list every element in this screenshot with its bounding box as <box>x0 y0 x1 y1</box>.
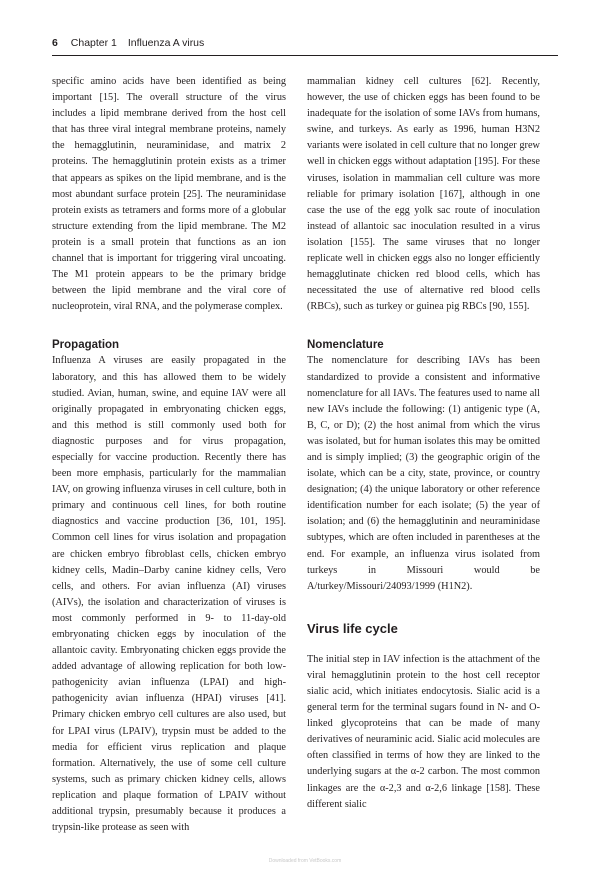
structure-paragraph: specific amino acids have been identified as being important [15]. The overall structure of the virus includes a lipid membrane derived from the host cell that has three viral integral membrane proteins, namely the hemagglutinin, neuraminidase, and matrix 2 proteins. The hemagglutinin protein exists as a trimer that appears as spikes on the lipid membrane, and is the most abundant surface protein [25]. The neuraminidase protein exists as tetramers and forms more of a globular structure extending from the lipid membrane. The M2 protein is a small protein that functions as an ion channel that is important for triggering viral uncoating. The M1 protein appears to be the primary bridge between the lipid membrane and the viral core of nucleoprotein, viral RNA, and the polymerase complex. <box>52 76 286 313</box>
propagation-paragraph: Influenza A viruses are easily propagated in the laboratory, and this has allowed them to be widely studied. Avian, human, swine, and equine IAV were all originally propagated in embryonating chicken eggs, and this method is still commonly used both for diagnostic purposes and for virus propagation, especially for vaccine production. Recently there has been more emphasis, particularly for the mammalian IAV, on growing influenza viruses in cell culture, both in primary and continuous cell lines, for both routine diagnostics and vaccine production [36, 101, 195]. Common cell lines for virus isolation and propagation are chicken embryo fibroblast cells, chicken embryo kidney cells, Madin–Darby canine kidney cells, Vero cells, and others. For avian influenza (AI) viruses (AIVs), the isolation and characterization of viruses is most commonly performed in 9- to 11-day-old embryonating chicken eggs by inoculation of the allantoic cavity. Embryonating chicken eggs provide the added advantage of allowing replication for both low-pathogenicity avian influenza (LPAI) and high-pathogenicity avian influenza (HPAI) viruses [41]. Primary chicken embryo cell cultures are also used, but for LPAI virus (LPAIV), trypsin must be added to the media for efficient virus replication and plaque formation. Alternatively, the use of some cell culture systems, such as primary chicken kidney cells, allows replication and plaque formation of LPAIV without additional trypsin, presumably because it produces a trypsin-like protease as seen with <box>52 355 286 834</box>
lifecycle-heading: Virus life cycle <box>307 620 398 636</box>
left-column <box>52 74 286 836</box>
chapter-label: Chapter 1 <box>70 37 117 49</box>
lifecycle-paragraph: The initial step in IAV infection is the attachment of the viral hemagglutinin protein to the host cell receptor sialic acid, which initiates endocytosis. Sialic acid is a general term for the terminal sugars found in N- and O-linked glycoproteins that can be made of many derivatives of neuraminic acid. Sialic acid molecules are often classified in terms of how they are linked to the underlying sugars at the α-2 carbon. The most common linkages are the α-2,3 and α-2,6 linkage [158]. These different sialic <box>307 653 540 810</box>
egg-isolation-paragraph: mammalian kidney cell cultures [62]. Recently, however, the use of chicken eggs has been found to be inadequate for the isolation of some IAVs from humans, swine, and turkeys. As early as 1996, human H3N2 variants were isolated in cell culture that no longer grew well in chicken eggs without adaptation [195]. For these viruses, isolation in mammalian cell culture was more reliable for primary isolation [167], although in one case the use of the egg yolk sac route of inoculation instead of allantoic sac inoculation resulted in a virus isolation [155]. The same viruses that no longer replicate well in chicken eggs also no longer efficiently hemagglutinate chicken red blood cells, which has necessitated the use of alternative red blood cells (RBCs), such as turkey or guinea pig RBCs [90, 155]. <box>307 76 540 313</box>
nomenclature-heading: Nomenclature <box>307 339 384 352</box>
propagation-heading: Propagation <box>52 339 120 352</box>
chapter-title: Influenza A virus <box>127 37 205 49</box>
watermark: Downloaded from VetBooks.com <box>268 858 342 864</box>
right-column <box>307 74 540 813</box>
running-header <box>52 37 558 56</box>
nomenclature-paragraph: The nomenclature for describing IAVs has been standardized to provide a consistent and informative nomenclature for all IAVs. The features used to name all new IAVs include the following: (1) antigenic type (A, B, C, or D); (2) the host animal from which the virus was isolated, but for human isolates this may be omitted and is simply implied; (3) the geographic origin of the isolate, which can be a city, state, province, or country designation; (4) the unique laboratory or other reference identification number for each isolate; (5) the year of isolation; and (6) the hemagglutinin and neuraminidase subtypes, which are often included in parentheses at the end. For example, an influenza virus isolated from turkeys in Missouri would be A/turkey/Missouri/24093/1999 (H1N2). <box>307 355 540 592</box>
page-number: 6 <box>52 37 58 49</box>
